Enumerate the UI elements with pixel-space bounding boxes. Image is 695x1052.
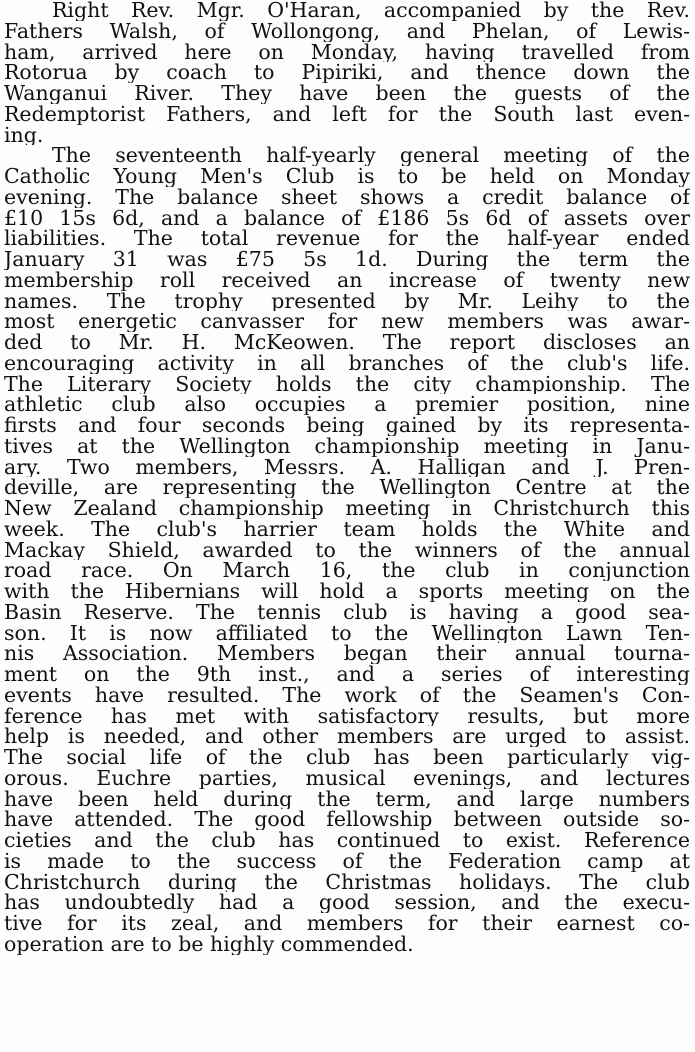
article-line: events have resulted. The work of the Seamen's Con- <box>4 684 690 706</box>
article-line: Catholic Young Men's Club is to be held on Monday <box>4 166 690 187</box>
article-line: £10 15s 6d, and a balance of £186 5s 6d of assets over <box>4 207 690 229</box>
article-line: son. It is now affiliated to the Wellington Lawn Ten- <box>4 622 690 644</box>
article-line: firsts and four seconds being gained by its representa- <box>4 415 690 436</box>
article-line: Rotorua by coach to Pipiriki, and thence down the <box>4 62 690 83</box>
article-line: encouraging activity in all branches of the club's life. <box>4 352 690 374</box>
article-line: tives at the Wellington championship meeting in Janu- <box>4 435 690 457</box>
article-line: Fathers Walsh, of Wollongong, and Phelan, of Lewis- <box>4 20 690 42</box>
article-line: road race. On March 16, the club in conjunction <box>4 560 690 581</box>
article-line: deville, are representing the Wellington Centre at the <box>4 477 690 498</box>
article-column <box>4 0 690 955</box>
article-line: evening. The balance sheet shows a credit balance of <box>4 186 690 208</box>
article-line: orous. Euchre parties, musical evenings, and lectures <box>4 767 690 789</box>
article-line: ference has met with satisfactory results, but more <box>4 705 690 727</box>
article-line: athletic club also occupies a premier position, nine <box>4 394 690 415</box>
article-line: ment on the 9th inst., and a series of interesting <box>4 664 690 685</box>
article-line: ary. Two members, Messrs. A. Halligan and J. Pren- <box>4 456 690 478</box>
article-line: ing. <box>4 124 44 146</box>
article-line: ded to Mr. H. McKeowen. The report discloses an <box>4 332 690 353</box>
article-line: nis Association. Members began their annual tourna- <box>4 643 690 664</box>
article-line: has undoubtedly had a good session, and the execu- <box>4 892 690 913</box>
article-line: Basin Reserve. The tennis club is having a good sea- <box>4 601 690 623</box>
article-line: names. The trophy presented by Mr. Leihy to the <box>4 290 690 312</box>
article-line: is made to the success of the Federation camp at <box>4 850 690 872</box>
article-line: Wanganui River. They have been the guests of the <box>4 83 690 104</box>
article-line: operation are to be highly commended. <box>4 933 414 955</box>
article-line: The Literary Society holds the city championship. The <box>4 373 690 395</box>
article-line: have been held during the term, and large numbers <box>4 788 690 810</box>
article-line: Right Rev. Mgr. O'Haran, accompanied by the Rev. <box>52 0 690 21</box>
article-line: most energetic canvasser for new members was awar- <box>4 311 690 332</box>
article-line: membership roll received an increase of twenty new <box>4 269 690 291</box>
article-line: with the Hibernians will hold a sports meeting on the <box>4 581 690 602</box>
article-line: The social life of the club has been particularly vig- <box>4 747 690 768</box>
article-line: Redemptorist Fathers, and left for the South last even- <box>4 103 690 125</box>
article-line: The seventeenth half-yearly general meeting of the <box>52 145 690 166</box>
article-line: Mackay Shield, awarded to the winners of the annual <box>4 539 690 561</box>
article-line: liabilities. The total revenue for the half-year ended <box>4 228 690 249</box>
article-line: New Zealand championship meeting in Christchurch this <box>4 498 690 519</box>
article-line: ham, arrived here on Monday, having travelled from <box>4 41 690 63</box>
article-line: January 31 was £75 5s 1d. During the term the <box>4 249 690 270</box>
article-line: tive for its zeal, and members for their earnest co- <box>4 913 690 934</box>
article-line: have attended. The good fellowship between outside so- <box>4 809 690 830</box>
article-line: cieties and the club has continued to exist. Reference <box>4 830 690 851</box>
article-line: week. The club's harrier team holds the White and <box>4 518 690 540</box>
article-line: Christchurch during the Christmas holidays. The club <box>4 871 690 893</box>
article-line: help is needed, and other members are urged to assist. <box>4 726 690 747</box>
